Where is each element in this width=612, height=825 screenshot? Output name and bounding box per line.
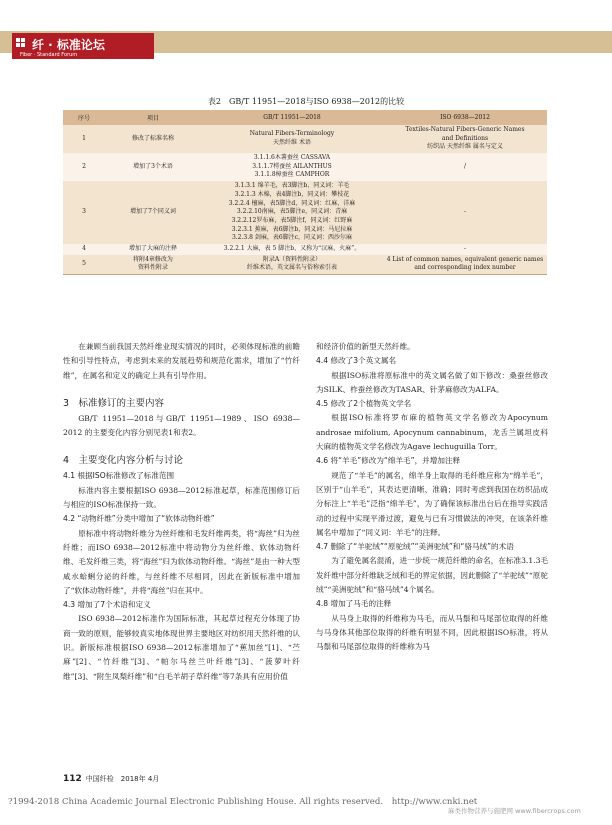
- cell-no: [63, 244, 105, 255]
- cell-gb: [201, 153, 383, 181]
- cell-no: [63, 125, 105, 153]
- col-header-no: 序号: [63, 110, 105, 125]
- cell-line: 增加了3个术语: [133, 162, 173, 170]
- cell-line: 2: [82, 162, 86, 170]
- section-4-heading: 4 主要变化内容分析与讨论: [63, 455, 184, 467]
- intro-paragraph: 在兼顾当前我国天然纤维业现实情况的同时，必须体现标准的前瞻性和引导性特点，考虑到未来的发展趋势和规范化需求，增加了“竹纤维”，在属名和定义的确定上具有引导作用。: [63, 342, 300, 380]
- cell-line: 3.2.2.4 檀麻，表5脚注d，同义词：红麻，洋麻: [228, 199, 356, 207]
- cell-line: and corresponding index number: [414, 264, 516, 272]
- cell-iso: [383, 125, 547, 153]
- table-header-row: [63, 110, 547, 125]
- section-4-2-paragraph: 原标准中将动物纤维分为丝纤维和毛发纤维两类，将“海丝”归为丝纤维；而ISO 6938—2012标准中将动物分为丝纤维、软体动物纤维、毛发纤维三类，将“海丝”归为软体动物纤维。“海丝”是由一种大型咸水蛤蜊分泌的纤维，与丝纤维不尽相同，因此在新版标准中增加了“软体动物纤维”，并将“海丝”归在其中。: [63, 528, 300, 595]
- section-4-7-heading: 4.7 删除了“羊驼绒”“原驼绒”“美洲驼绒”和“骆马绒”的术语: [316, 542, 514, 552]
- section-4-5-paragraph: 根据ISO标准将罗布麻的植物英文学名修改为Apocynum androsae mifolium, Apocynum cannabinum，龙舌兰属坦皮科大麻的植物英文学名修改为Agave lechuguilla Torr。: [316, 413, 548, 452]
- cell-line: -: [463, 208, 467, 216]
- cell-line: and Definitions: [441, 134, 489, 142]
- table-caption: 表2 GB/T 11951—2018与ISO 6938—2012的比较: [207, 97, 405, 106]
- grid-icon: [16, 38, 26, 48]
- cell-line: 5: [82, 259, 86, 267]
- section-4-7-paragraph: 为了避免属名混淆，进一步统一规范纤维的命名，在标准3.1.3毛发纤维中部分纤维缺乏绒和毛的界定依据，因此删除了“羊驼绒”“原驼绒”“美洲驼绒”和“骆马绒”4个属名。: [316, 556, 548, 595]
- copyright-line: ?1994-2018 China Academic Journal Electronic Publishing House. All rights reserved. http://www.cnki.net: [8, 797, 478, 807]
- cell-item: [105, 181, 201, 244]
- cell-line: 3.1.1.6木薯蚕丝 CASSAVA: [253, 154, 331, 162]
- cell-line: /: [463, 162, 467, 170]
- cell-iso: [383, 255, 547, 275]
- cell-line: 纤维术语，英文属名与俗称索引表: [246, 264, 337, 272]
- comparison-table: [63, 110, 547, 275]
- section-4-3-paragraph: ISO 6938—2012标准作为国际标准，其起草过程充分体现了协商一致的原则，能够较真实地体现世界主要地区对纺织用天然纤维的认识。新版标准根据ISO 6938—2012标准增加了“蕉加丝”[1]、“苎麻”[2]、“竹纤维”[3]、“帕尔马丝兰叶纤维”[3]、“菠萝叶纤维”[3]、“附生凤梨纤维”和“白毛羊胡子草纤维”等7条具有应用价值: [63, 614, 300, 681]
- section-4-3-heading: 4.3 增加了7个术语和定义: [63, 600, 151, 610]
- table-row: [63, 255, 547, 275]
- table-row: [63, 153, 547, 181]
- section-4-6-paragraph: 规范了“羊毛”的属名，绵羊身上取得的毛纤维应称为“绵羊毛”，区别于“山羊毛”，其表达更清晰、准确；同时考虑到我国在纺织品成分标注上“羊毛”泛指“绵羊毛”，为了确保该标准出台后在指导实践活动的过程中实现平滑过渡，避免与已有习惯做法的冲突，在该条纤维属名中增加了“同义词：羊毛”的注释。: [316, 470, 548, 537]
- col-header-gb: GB/T 11951—2018: [201, 110, 383, 125]
- cell-no: [63, 255, 105, 275]
- cell-line: 3.1.1.8樟蚕丝 CAMPHOR: [254, 171, 330, 179]
- cell-line: Textiles-Natural Fibers-Generic Names: [405, 126, 525, 133]
- section-4-4-heading: 4.4 修改了3个英文属名: [316, 356, 397, 366]
- cell-line: 3.1.1.7樗蚕丝 AILANTHUS: [252, 162, 332, 170]
- cell-line: 资料性附录: [137, 264, 168, 272]
- cell-gb: [201, 125, 383, 153]
- cell-line: 3.2.3.1 蕉麻，表6脚注b，同义词：马尼拉麻: [231, 225, 353, 233]
- section-4-2-heading: 4.2 “动物纤维”分类中增加了“软体动物纤维”: [63, 514, 215, 524]
- cell-line: 修改了标准名称: [131, 134, 174, 142]
- cell-no: [63, 153, 105, 181]
- cell-item: [105, 244, 201, 255]
- cell-item: [105, 125, 201, 153]
- watermark: 麻类作物营养与施肥网 www.fibercrops.com: [448, 807, 581, 815]
- col-header-iso: ISO 6938—2012: [383, 110, 547, 125]
- cell-line: 3.2.2.1 大麻，表 5 脚注b，又称为“汉麻，火麻”。: [223, 244, 361, 252]
- cell-gb: [201, 255, 383, 275]
- table-row: [63, 125, 547, 153]
- continued-paragraph: 和经济价值的新型天然纤维。: [316, 342, 415, 351]
- cell-line: Natural Fibers-Terminology: [249, 130, 335, 138]
- left-column: [63, 340, 300, 684]
- column-title: 纤 · 标准论坛: [12, 33, 154, 59]
- column-subtitle: Fiber · Standard Forum: [20, 52, 78, 58]
- table-row: [63, 244, 547, 255]
- cell-line: 将附4章修改为: [133, 255, 173, 263]
- section-3-paragraph: GB/T 11951—2018与GB/T 11951—1989、ISO 6938—2012 的主要变化内容分别见表1和表2。: [63, 413, 300, 438]
- section-4-1-paragraph: 标准内容主要根据ISO 6938—2012标准起草，标准范围修订后与相应的ISO标准保持一致。: [63, 485, 300, 510]
- section-4-6-heading: 4.6 将“羊毛”修改为“绵羊毛”，并增加注释: [316, 456, 461, 466]
- cell-line: 3.2.2.12罗布麻，表5脚注f，同义词：红野麻: [231, 216, 353, 224]
- cell-line: 3.1.3.1 绵羊毛，表3脚注b，同义词：羊毛: [234, 182, 350, 190]
- table-body: [63, 125, 547, 275]
- cell-line: 天然纤维 术语: [273, 139, 311, 147]
- cell-item: [105, 255, 201, 275]
- cell-iso: [383, 153, 547, 181]
- col-header-item: 项目: [105, 110, 201, 125]
- cell-line: 3.2.1.3 木棉，表4脚注b，同义词：攀枝花: [234, 190, 350, 198]
- cell-line: 4: [82, 244, 86, 252]
- cell-line: 增加了大麻的注释: [128, 244, 177, 252]
- cell-line: -: [463, 244, 467, 252]
- cell-line: 3: [82, 208, 86, 216]
- journal-issue: 中国纤检 2018年 4月: [85, 775, 160, 783]
- section-4-4-paragraph: 根据ISO标准将原标准中的英文属名做了如下修改：桑蚕丝修改为SILK、柞蚕丝修改为TASAR、针茅麻修改为ALFA。: [316, 370, 548, 394]
- cell-no: [63, 181, 105, 244]
- cell-line: 1: [82, 134, 86, 142]
- section-4-8-paragraph: 从马身上取得的纤维称为马毛，而从马鬃和马尾部位取得的纤维与马身体其他部位取得的纤维有明显不同，因此根据ISO标准，将从马鬃和马尾部位取得的纤维称为马: [316, 613, 548, 652]
- cell-item: [105, 153, 201, 181]
- cell-line: 纺织品 天然纤维 属名与定义: [427, 143, 503, 151]
- cell-iso: [383, 244, 547, 255]
- cell-iso: [383, 181, 547, 244]
- section-4-1-heading: 4.1 根据ISO标准修改了标准范围: [63, 471, 175, 481]
- cell-line: 附录A（资料性附录）: [262, 255, 322, 263]
- page-footer: [63, 774, 159, 784]
- cell-gb: [201, 244, 383, 255]
- cell-line: 3.2.3.8 剑麻，表6脚注c，同义词：西沙尔麻: [231, 234, 353, 242]
- section-4-8-heading: 4.8 增加了马毛的注释: [316, 599, 392, 609]
- section-4-5-heading: 4.5 修改了2个植物英文学名: [316, 399, 412, 409]
- cell-gb: [201, 181, 383, 244]
- section-3-heading: 3 标准修订的主要内容: [63, 397, 165, 409]
- right-column: [316, 340, 548, 655]
- cell-line: 增加了7个同义词: [130, 208, 176, 216]
- page-number: 112: [63, 774, 82, 784]
- cell-line: 4 List of common names, equivalent generic names: [386, 255, 544, 263]
- cell-line: 3.2.2.10南麻，表5脚注e，同义词：青麻: [236, 208, 348, 216]
- table-row: [63, 181, 547, 244]
